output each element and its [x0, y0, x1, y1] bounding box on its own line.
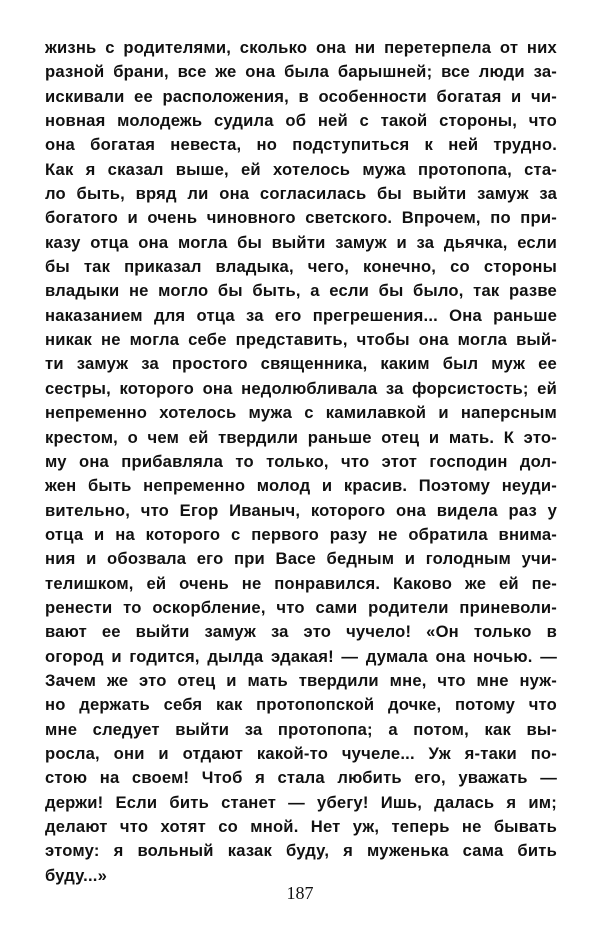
body-text	[45, 36, 557, 888]
text-line: владыки не могло бы быть, а если бы было, так разве	[45, 281, 557, 301]
text-line: этому: я вольный казак буду, я муженька сама бить	[45, 841, 557, 861]
text-line: жен быть непременно молод и красив. Поэтому неуди-	[45, 476, 557, 496]
text-line: ти замуж за простого священника, каким был муж ее	[45, 354, 557, 374]
text-line: крестом, о чем ей твердили раньше отец и мать. К это-	[45, 427, 557, 447]
text-line: стою на своем! Чтоб я стала любить его, уважать —	[45, 768, 557, 788]
text-line: ния и обозвала его при Васе бедным и голодным учи-	[45, 549, 557, 569]
text-line: му она прибавляла то только, что этот господин дол-	[45, 451, 557, 471]
text-line: телишком, ей очень не понравился. Каково же ей пе-	[45, 573, 557, 593]
text-line: сестры, которого она недолюбливала за форсистость; ей	[45, 378, 557, 398]
text-line: разной брани, все же она была барышней; все люди за-	[45, 62, 557, 82]
text-line: Как я сказал выше, ей хотелось мужа протопопа, ста-	[45, 159, 557, 179]
text-line: наказанием для отца за его прегрешения... Она раньше	[45, 305, 557, 325]
text-line: мне следует выйти за протопопа; а потом, как вы-	[45, 719, 557, 739]
text-line: искивали ее расположения, в особенности богатая и чи-	[45, 86, 557, 106]
text-line: держи! Если бить станет — убегу! Ишь, далась я им;	[45, 792, 557, 812]
text-line: буду...»	[45, 865, 108, 885]
text-line: но держать себя как протопопской дочке, потому что	[45, 695, 557, 715]
text-line: никак не могла себе представить, чтобы она могла вый-	[45, 330, 557, 350]
text-line: Зачем же это отец и мать твердили мне, что мне нуж-	[45, 670, 557, 690]
text-line: огород и годится, дылда эдакая! — думала она ночью. —	[45, 646, 557, 666]
text-line: непременно хотелось мужа с камилавкой и наперсным	[45, 403, 557, 423]
page-number: 187	[286, 883, 314, 903]
text-line: казу отца она могла бы выйти замуж и за дьячка, если	[45, 232, 557, 252]
text-line: отца и на которого с первого разу не обратила внима-	[45, 524, 557, 544]
text-line: бы так приказал владыка, чего, конечно, со стороны	[45, 257, 557, 277]
text-line: жизнь с родителями, сколько она ни перетерпела от них	[45, 38, 557, 57]
text-line: новная молодежь судила об ней с такой стороны, что	[45, 111, 557, 131]
text-line: вительно, что Егор Иваныч, которого она видела раз у	[45, 500, 557, 520]
text-line: ренести то оскорбление, что сами родители приневоли-	[45, 597, 557, 617]
text-line: богатого и очень чиновного светского. Впрочем, по при-	[45, 208, 557, 228]
text-line: росла, они и отдают какой-то чучеле... Уж я-таки по-	[45, 743, 557, 763]
text-line: ло быть, вряд ли она согласилась бы выйти замуж за	[45, 184, 557, 204]
text-line: делают что хотят со мной. Нет уж, теперь не бывать	[45, 817, 557, 836]
text-line: она богатая невеста, но подступиться к ней трудно.	[45, 135, 557, 155]
text-line: вают ее выйти замуж за это чучело! «Он только в	[45, 622, 557, 642]
